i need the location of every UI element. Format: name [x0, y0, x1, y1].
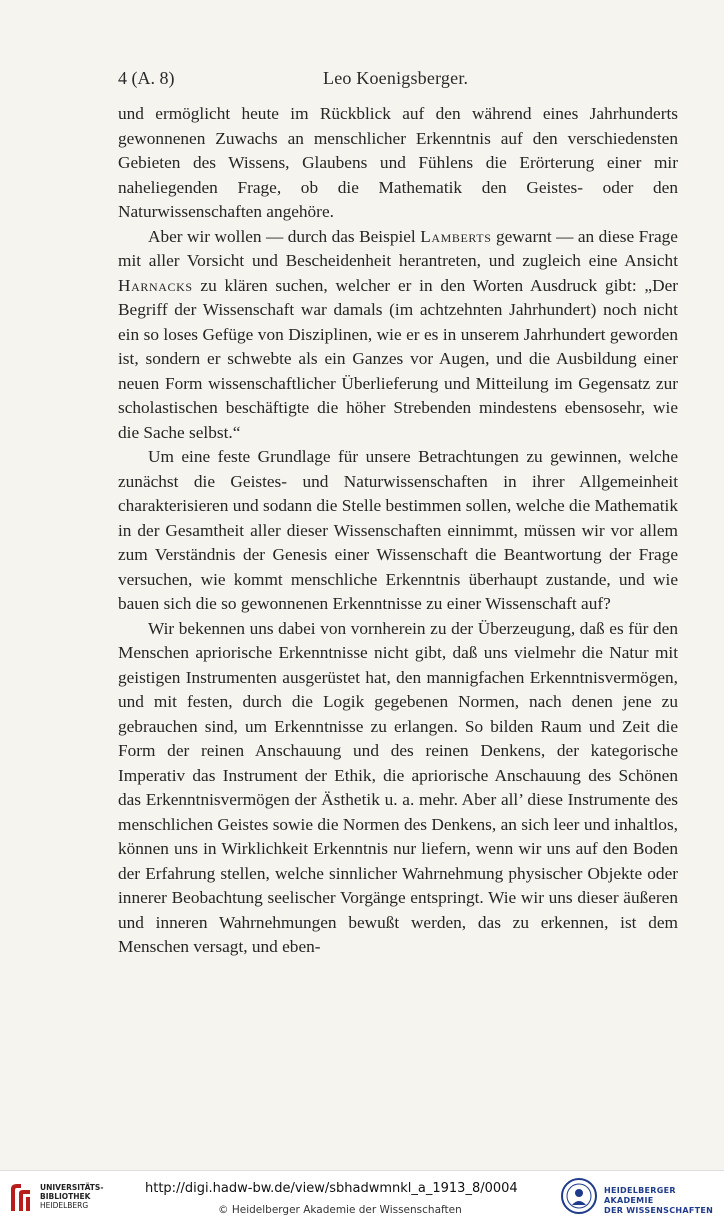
text-run: gewarnt — an diese Frage mit aller Vorsicht und Bescheidenheit herantreten, und zugleich eine Ansicht	[118, 226, 678, 270]
copyright-notice: © Heidelberger Akademie der Wissenschaften	[218, 1204, 462, 1216]
footer-bar	[0, 1170, 724, 1225]
cited-name: Harnacks	[118, 275, 193, 295]
text-run: zu klären suchen, welcher er in den Worten Ausdruck gibt: „Der Begriff der Wissenschaft war damals (im achtzehnten Jahrhundert) noch nicht ein so loses Gefüge von Disziplinen, wie er es in unserem Jahrhundert geworden ist, sondern er schwebte als ein Ganzes vor Augen, und die Ausbildung einer neuen Form wissenschaftlicher Überlieferung und Mitteilung im Gegensatz zur scholastischen beschäftigte die höher Strebenden mindestens ebensosehr, wie die Sache selbst.“	[118, 275, 678, 442]
paragraph	[118, 445, 678, 617]
academy-logo[interactable]	[560, 1177, 720, 1217]
library-logo-line-3: HEIDELBERG	[40, 1201, 89, 1210]
page-number: 4 (A. 8)	[118, 68, 175, 88]
paragraph	[118, 225, 678, 446]
body-text	[118, 102, 678, 960]
text-run: und ermöglicht heute im Rückblick auf den während eines Jahrhunderts gewonnenen Zuwachs an menschlicher Erkenntnis auf den verschiedensten Gebieten des Wissens, Glaubens und Fühlens die Erörterung einer mir naheliegenden Frage, ob die Mathematik den Geistes- oder den Naturwissenschaften angehöre.	[118, 104, 678, 221]
academy-logo-line-2: DER WISSENSCHAFTEN	[604, 1206, 714, 1215]
cited-name: Lamberts	[420, 226, 492, 246]
library-logo-icon	[8, 1181, 34, 1213]
author-name: Leo Koenigsberger.	[323, 68, 469, 88]
permalink-url[interactable]: http://digi.hadw-bw.de/view/sbhadwmnkl_a_1913_8/0004	[145, 1181, 518, 1196]
running-header	[118, 68, 678, 92]
text-run: Um eine feste Grundlage für unsere Betrachtungen zu gewinnen, welche zunächst die Geistes- und Naturwissenschaften in ihrer Allgemeinheit charakterisieren und sodann die Stelle bestimmen sollen, welche die Mathematik in der Gesamtheit aller dieser Wissenschaften einnimmt, müssen wir vor allem zum Verständnis der Genesis einer Wissenschaft die Beantwortung der Frage versuchen, wie kommt menschliche Erkenntnis überhaupt zustande, und wie bauen sich die so gewonnenen Erkenntnisse zu einer Wissenschaft auf?	[118, 447, 678, 613]
paragraph	[118, 102, 678, 225]
text-run: Aber wir wollen — durch das Beispiel	[148, 226, 421, 246]
paragraph	[118, 617, 678, 960]
text-run: Wir bekennen uns dabei von vornherein zu der Überzeugung, daß es für den Menschen apriorische Erkenntnisse nicht gibt, daß uns vielmehr die Natur mit geistigen Instrumenten ausgerüstet hat, den mannigfachen Erkenntnisvermögen, und mit festen, durch die Logik gegebenen Normen, nach denen jene zu gebrauchen sind, um Erkenntnisse zu erlangen. So bilden Raum und Zeit die Form der reinen Anschauung und des reinen Denkens, der kategorische Imperativ das Instrument der Ethik, die apriorische Anschauung des Schönen das Erkenntnisvermögen der Ästhetik u. a. mehr. Aber all’ diese Instrumente des menschlichen Geistes sowie die Normen des Denkens, an sich leer und inhaltlos, können uns in Wirklichkeit Erkenntnis nur liefern, wenn wir uns auf den Boden der Erfahrung stellen, welche sinnlicher Wahrnehmung physischer Objekte oder innerer Beobachtung seelischer Vorgänge entspringt. Wie wir uns dieser äußeren und inneren Wahrnehmungen bewußt werden, das zu erkennen, ist dem Menschen versagt, und eben-	[118, 618, 678, 956]
academy-seal-icon	[560, 1177, 598, 1215]
academy-logo-line-1: HEIDELBERGER AKADEMIE	[604, 1186, 676, 1205]
university-library-logo[interactable]	[8, 1179, 128, 1215]
library-logo-line-1: UNIVERSITÄTS-	[40, 1183, 104, 1192]
library-logo-line-2: BIBLIOTHEK	[40, 1192, 91, 1201]
